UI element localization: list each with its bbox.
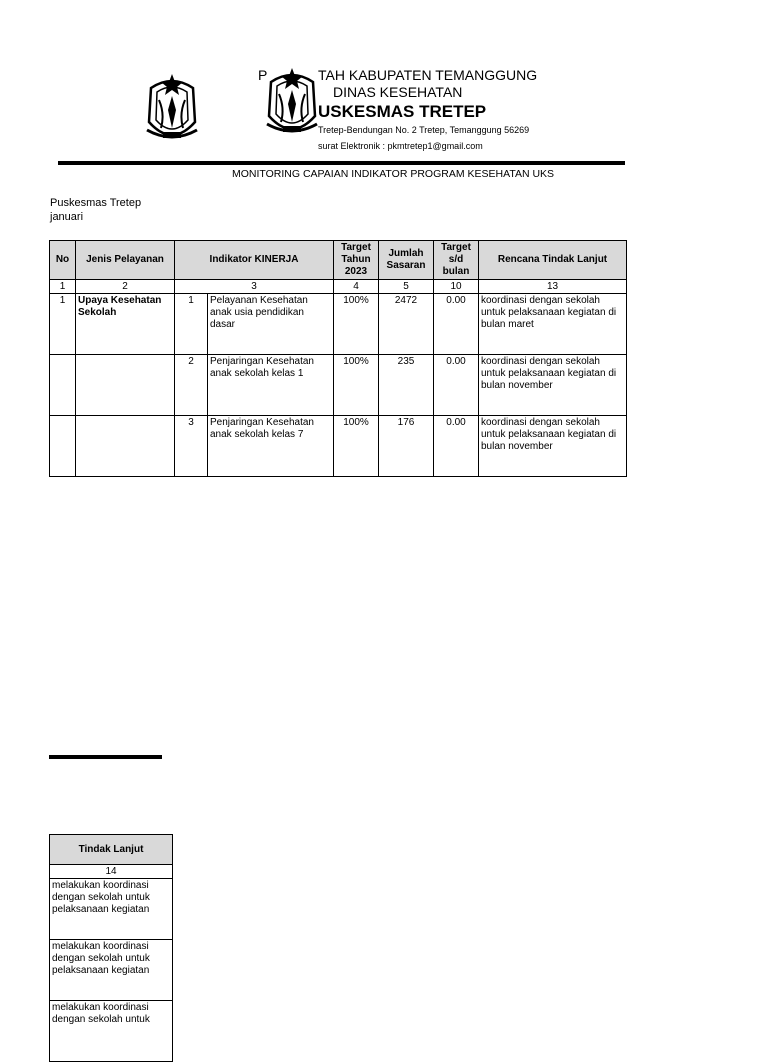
tindak-lanjut-table	[49, 834, 173, 1062]
header-tindak-lanjut: Tindak Lanjut	[50, 835, 173, 865]
table-row	[50, 355, 627, 416]
unit-name: Puskesmas Tretep	[50, 197, 142, 209]
table-row	[50, 1001, 173, 1062]
header-target-line2: Tahun	[341, 254, 371, 265]
letterhead-government: TAH KABUPATEN TEMANGGUNG	[318, 67, 538, 83]
empty-cell	[76, 355, 175, 416]
table-header-row	[50, 835, 173, 865]
capaian-value: 0.00	[434, 294, 479, 355]
header-target-sd	[434, 241, 479, 280]
empty-cell	[50, 355, 76, 416]
tindak-lanjut-text: melakukan koordinasi dengan sekolah untuk pelaksanaan kegiatan	[50, 879, 173, 940]
colnum-3: 3	[175, 280, 334, 294]
target-value: 100%	[334, 416, 379, 477]
group-name: Upaya Kesehatan Sekolah	[76, 294, 175, 355]
header-rencana-tindak-lanjut: Rencana Tindak Lanjut	[479, 241, 627, 280]
header-targetsd-line1: Target	[441, 242, 471, 253]
colnum-10: 10	[434, 280, 479, 294]
indicator-name: Penjaringan Kesehatan anak sekolah kelas 1	[208, 355, 334, 416]
sasaran-value: 176	[379, 416, 434, 477]
tindak-lanjut-text: melakukan koordinasi dengan sekolah untuk	[50, 1001, 173, 1062]
capaian-value: 0.00	[434, 416, 479, 477]
letterhead-divider	[58, 161, 625, 165]
header-target-line3: 2023	[344, 266, 368, 277]
empty-cell	[76, 416, 175, 477]
colnum-14: 14	[50, 865, 173, 879]
table-row	[50, 294, 627, 355]
letterhead-puskesmas: USKESMAS TRETEP	[318, 102, 487, 121]
header-targetsd-line3: bulan	[442, 266, 470, 277]
letterhead-department: DINAS KESEHATAN	[333, 84, 463, 100]
column-number-row	[50, 280, 627, 294]
header-indikator: Indikator KINERJA	[175, 241, 334, 280]
letterhead-email: surat Elektronik : pkmtretep1@gmail.com	[318, 141, 483, 151]
colnum-5: 5	[379, 280, 434, 294]
indicator-index: 1	[175, 294, 208, 355]
table-row	[50, 416, 627, 477]
column-number-row	[50, 865, 173, 879]
colnum-2: 2	[76, 280, 175, 294]
tindak-lanjut-text: melakukan koordinasi dengan sekolah untuk pelaksanaan kegiatan	[50, 940, 173, 1001]
regency-emblem-logo	[263, 64, 321, 144]
sasaran-value: 2472	[379, 294, 434, 355]
header-targetsd-line2: s/d	[448, 254, 464, 265]
header-target	[334, 241, 379, 280]
header-jenis-pelayanan: Jenis Pelayanan	[76, 241, 175, 280]
colnum-13: 13	[479, 280, 627, 294]
header-jumlah-line1: Jumlah	[388, 248, 424, 259]
header-jumlah-sasaran	[379, 241, 434, 280]
group-no: 1	[50, 294, 76, 355]
rtl-text: koordinasi dengan sekolah untuk pelaksanaan kegiatan di bulan maret	[479, 294, 627, 355]
header-target-line1: Target	[341, 242, 371, 253]
target-value: 100%	[334, 355, 379, 416]
table-row	[50, 879, 173, 940]
target-value: 100%	[334, 294, 379, 355]
rtl-text: koordinasi dengan sekolah untuk pelaksanaan kegiatan di bulan november	[479, 355, 627, 416]
sasaran-value: 235	[379, 355, 434, 416]
table-row	[50, 940, 173, 1001]
indicator-index: 3	[175, 416, 208, 477]
rtl-text: koordinasi dengan sekolah untuk pelaksanaan kegiatan di bulan november	[479, 416, 627, 477]
monitoring-table	[49, 240, 627, 477]
indicator-index: 2	[175, 355, 208, 416]
colnum-4: 4	[334, 280, 379, 294]
page-break-divider	[49, 755, 162, 759]
table-header-row	[50, 241, 627, 280]
indicator-name: Pelayanan Kesehatan anak usia pendidikan dasar	[208, 294, 334, 355]
period-label: januari	[50, 211, 84, 223]
header-jumlah-line2: Sasaran	[386, 260, 426, 271]
regency-emblem-logo	[143, 70, 201, 150]
colnum-1: 1	[50, 280, 76, 294]
capaian-value: 0.00	[434, 355, 479, 416]
letterhead-address: Tretep-Bendungan No. 2 Tretep, Temanggung 56269	[318, 125, 530, 135]
indicator-name: Penjaringan Kesehatan anak sekolah kelas 7	[208, 416, 334, 477]
header-no: No	[50, 241, 76, 280]
letterhead-line1-initial: P	[258, 67, 268, 83]
document-title: MONITORING CAPAIAN INDIKATOR PROGRAM KESEHATAN UKS	[232, 168, 555, 180]
empty-cell	[50, 416, 76, 477]
